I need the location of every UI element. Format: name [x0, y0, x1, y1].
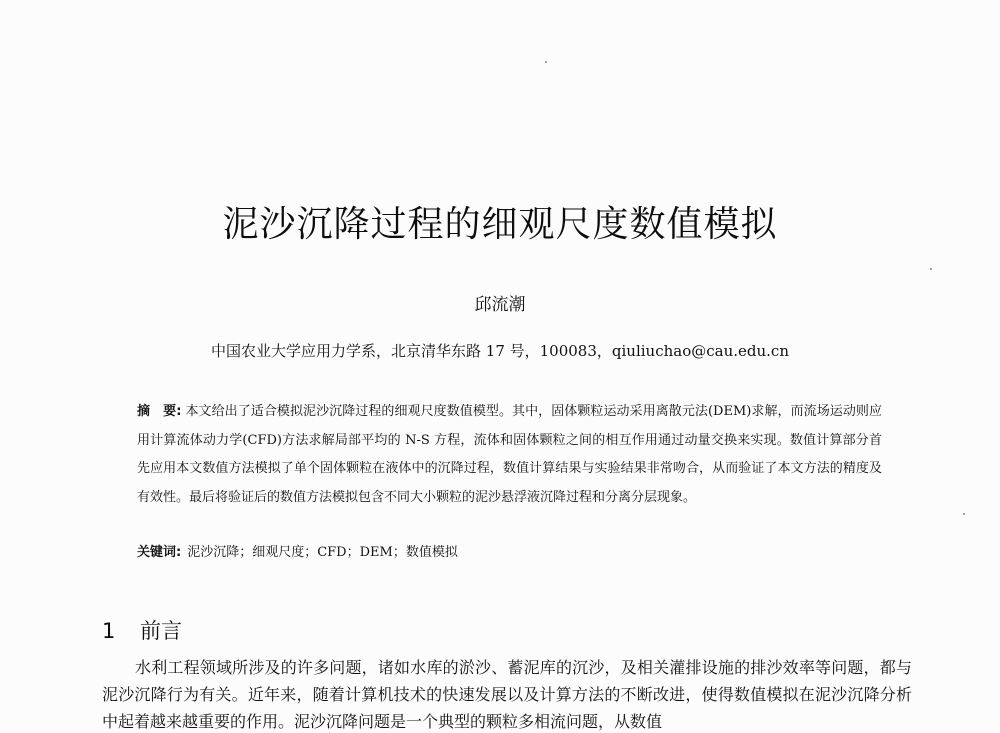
abstract-block — [137, 398, 882, 512]
abstract-label: 摘 要: — [137, 404, 182, 419]
scan-speck — [545, 61, 547, 63]
scan-speck — [930, 268, 932, 270]
section-title: 前言 — [140, 619, 182, 643]
body-paragraph: 水利工程领域所涉及的许多问题，诸如水库的淤沙、蓄泥库的沉沙，及相关灌排设施的排沙效率等问题，都与泥沙沉降行为有关。近年来，随着计算机技术的快速发展以及计算方法的不断改进，使得数值模拟在泥沙沉降分析中起着越来越重要的作用。泥沙沉降问题是一个典型的颗粒多相流问题，从数值 — [102, 658, 912, 731]
abstract-text: 本文给出了适合模拟泥沙沉降过程的细观尺度数值模型。其中，固体颗粒运动采用离散元法(DEM)求解，而流场运动则应用计算流体动力学(CFD)方法求解局部平均的 N-S 方程，流体和固体颗粒之间的相互作用通过动量交换来实现。数值计算部分首先应用本文数值方法模拟了单个固体颗粒在液体中的沉降过程，数值计算结果与实验结果非常吻合，从而验证了本文方法的精度及有效性。最后将验证后的数值方法模拟包含不同大小颗粒的泥沙悬浮液沉降过程和分离分层现象。 — [137, 404, 882, 505]
author-name: 邱流潮 — [474, 295, 526, 315]
keywords-label: 关键词: — [137, 545, 182, 560]
section-heading — [102, 615, 182, 645]
keywords-text: 泥沙沉降；细观尺度；CFD；DEM；数值模拟 — [187, 545, 458, 560]
keywords-block — [137, 541, 882, 560]
scan-speck — [963, 513, 965, 515]
section-number: 1 — [102, 619, 116, 643]
author-affiliation: 中国农业大学应用力学系，北京清华东路 17 号，100083，qiuliuchao@cau.edu.cn — [211, 342, 789, 360]
paper-title: 泥沙沉降过程的细观尺度数值模拟 — [222, 204, 778, 245]
